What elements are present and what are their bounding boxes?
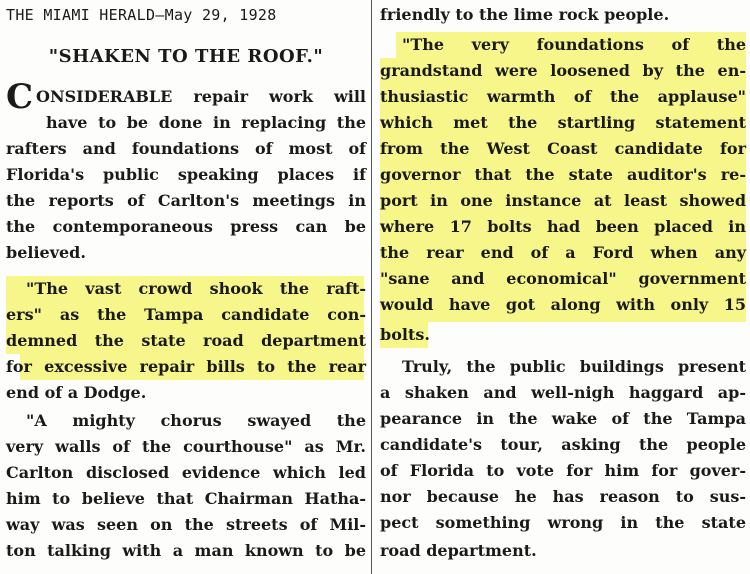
left-line-6: the contemporaneous press can be xyxy=(6,217,366,236)
right-line-17: candidate's tour, asking the people xyxy=(380,435,746,454)
left-line-15: Carlton disclosed evidence which led xyxy=(6,463,366,482)
left-line-9: ers" as the Tampa candidate con- xyxy=(6,305,366,324)
masthead: THE MIAMI HERALD–May 29, 1928 xyxy=(6,6,277,24)
left-line-11: for excessive repair bills to the rear xyxy=(6,357,366,376)
right-line-8: port in one instance at least showed xyxy=(380,191,746,210)
headline: "SHAKEN TO THE ROOF." xyxy=(48,46,324,67)
right-line-12: would have got along with only 15 xyxy=(380,295,746,314)
right-line-11: "sane and economical" government xyxy=(380,269,746,288)
right-line-10: the rear end of a Ford when any xyxy=(380,243,746,262)
right-line-13: bolts. xyxy=(380,325,430,344)
right-line-14: Truly, the public buildings present xyxy=(402,357,746,376)
column-divider xyxy=(371,0,372,574)
right-line-15: a shaken and well-nigh haggard ap- xyxy=(380,383,746,402)
right-line-6: from the West Coast candidate for xyxy=(380,139,746,158)
left-line-16: him to believe that Chairman Hatha- xyxy=(6,489,366,508)
right-line-1: friendly to the lime rock people. xyxy=(380,5,670,24)
right-line-5: which met the startling statement xyxy=(380,113,746,132)
right-line-19: nor because he has reason to sus- xyxy=(380,487,746,506)
left-line-10: demned the state road department xyxy=(6,331,366,350)
left-line-3: rafters and foundations of most of xyxy=(6,139,366,158)
left-line-18: ton talking with a man known to be xyxy=(6,541,366,560)
left-line-7: believed. xyxy=(6,243,86,262)
left-line-1: ONSIDERABLE repair work will xyxy=(36,87,366,106)
left-line-13: "A mighty chorus swayed the xyxy=(26,411,366,430)
right-line-21: road department. xyxy=(380,541,537,560)
left-line-12: end of a Dodge. xyxy=(6,383,147,402)
left-line-17: way was seen on the streets of Mil- xyxy=(6,515,366,534)
right-line-9: where 17 bolts had been placed in xyxy=(380,217,746,236)
drop-cap: C xyxy=(6,77,34,117)
left-line-8: "The vast crowd shook the raft- xyxy=(26,279,366,298)
right-line-2: "The very foundations of the xyxy=(402,35,746,54)
left-line-2: have to be done in replacing the xyxy=(46,113,366,132)
right-line-7: governor that the state auditor's re- xyxy=(380,165,746,184)
right-line-4: thusiastic warmth of the applause" xyxy=(380,87,746,106)
right-line-16: pearance in the wake of the Tampa xyxy=(380,409,746,428)
right-line-18: of Florida to vote for him for gover- xyxy=(380,461,746,480)
left-line-5: the reports of Carlton's meetings in xyxy=(6,191,366,210)
left-line-14: very walls of the courthouse" as Mr. xyxy=(6,437,366,456)
left-line-4: Florida's public speaking places if xyxy=(6,165,366,184)
right-line-20: pect something wrong in the state xyxy=(380,513,746,532)
right-line-3: grandstand were loosened by the en- xyxy=(380,61,746,80)
